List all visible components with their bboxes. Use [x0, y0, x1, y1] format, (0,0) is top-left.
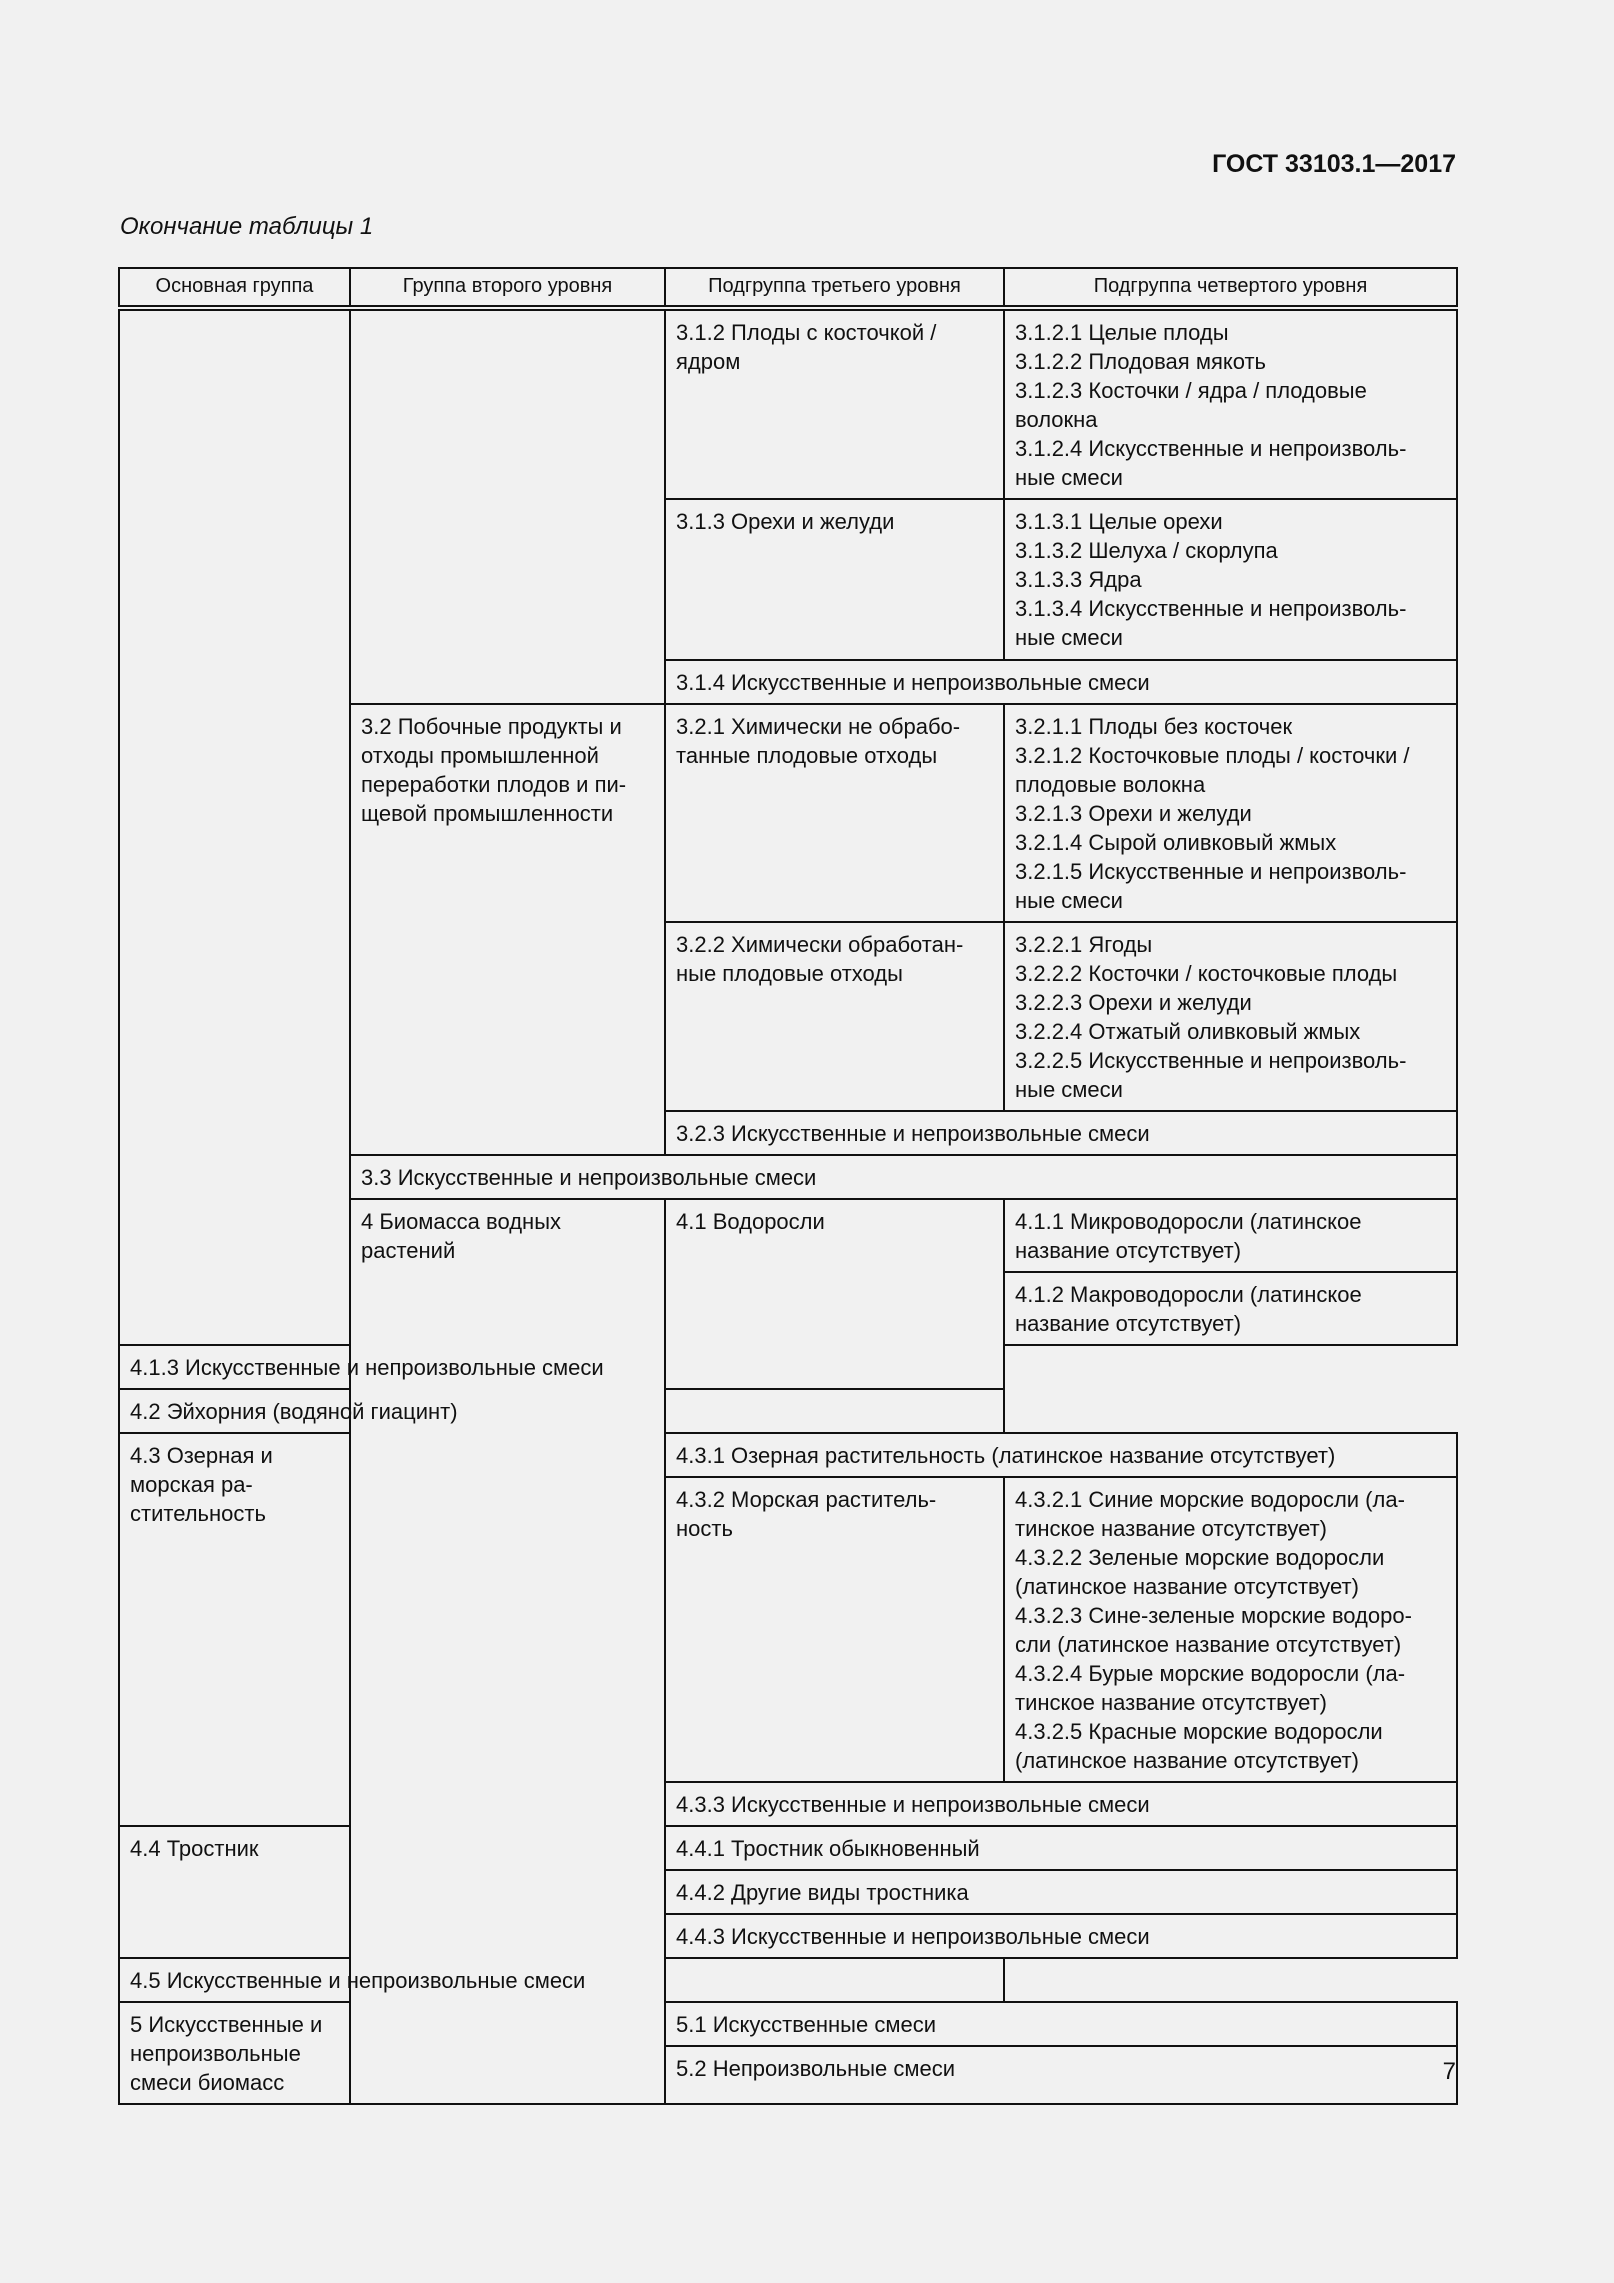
second-level-cell: 3.2 Побочные продукты и отходы промышленной переработки плодов и пи-щевой промышленности	[350, 704, 665, 1155]
table-row	[119, 2002, 1457, 2046]
list-item: 3.1.2.2 Плодовая мякоть	[1015, 349, 1267, 374]
main-group-cell: 4 Биомасса водных растений	[350, 1199, 665, 2104]
list-item: 3.1.2.1 Целые плоды	[1015, 320, 1229, 345]
second-level-cell: 4.5 Искусственные и непроизвольные смеси	[119, 1958, 1004, 2002]
table-row	[119, 1389, 1457, 1433]
fourth-level-cell	[1004, 1477, 1457, 1782]
main-group-cell: 5 Искусственные и непроизвольные смеси биомасс	[119, 2002, 350, 2104]
third-level-cell: 4.4.3 Искусственные и непроизвольные смеси	[665, 1914, 1457, 1958]
list-item: 3.2.1.2 Косточковые плоды / косточки / плодовые волокна	[1015, 743, 1410, 797]
third-level-cell: 3.2.1 Химически не обрабо-танные плодовые отходы	[665, 704, 1004, 922]
header-fourth-level: Подгруппа четвертого уровня	[1004, 268, 1457, 308]
list-item: 4.3.2.3 Сине-зеленые морские водоро-сли (латинское название отсутствует)	[1015, 1603, 1412, 1657]
second-level-cell-empty	[350, 308, 665, 704]
header-second-level: Группа второго уровня	[350, 268, 665, 308]
third-level-cell: 4.1.1 Микроводоросли (латинское название отсутствует)	[1004, 1199, 1457, 1272]
third-level-cell: 3.1.2 Плоды с косточкой / ядром	[665, 308, 1004, 499]
second-level-cell: 5.1 Искусственные смеси	[665, 2002, 1457, 2046]
fourth-level-cell	[1004, 499, 1457, 660]
table-row	[119, 1958, 1457, 2002]
classification-table	[118, 267, 1458, 2105]
second-level-cell: 4.3 Озерная и морская ра-стительность	[119, 1433, 350, 1826]
table-row	[119, 308, 1457, 499]
list-item: 3.1.3.3 Ядра	[1015, 567, 1142, 592]
list-item: 3.2.1.4 Сырой оливковый жмых	[1015, 830, 1337, 855]
third-level-cell: 4.3.1 Озерная растительность (латинское название отсутствует)	[665, 1433, 1457, 1477]
third-level-cell: 4.1.3 Искусственные и непроизвольные смеси	[119, 1345, 665, 1389]
third-level-cell: 4.4.1 Тростник обыкновенный	[665, 1826, 1457, 1870]
third-level-cell: 3.1.4 Искусственные и непроизвольные смеси	[665, 660, 1457, 704]
list-item: 3.1.2.3 Косточки / ядра / плодовые волокна	[1015, 378, 1367, 432]
header-main-group: Основная группа	[119, 268, 350, 308]
second-level-cell: 4.4 Тростник	[119, 1826, 350, 1958]
fourth-level-cell	[1004, 704, 1457, 922]
list-item: 3.1.3.1 Целые орехи	[1015, 509, 1223, 534]
list-item: 3.2.2.3 Орехи и желуди	[1015, 990, 1252, 1015]
table-header-row	[119, 268, 1457, 308]
list-item: 3.2.2.1 Ягоды	[1015, 932, 1153, 957]
third-level-cell: 4.4.2 Другие виды тростника	[665, 1870, 1457, 1914]
third-level-cell: 3.2.2 Химически обработан-ные плодовые отходы	[665, 922, 1004, 1111]
second-level-cell: 3.3 Искусственные и непроизвольные смеси	[350, 1155, 1457, 1199]
third-level-cell: 3.1.3 Орехи и желуди	[665, 499, 1004, 660]
second-level-cell: 5.2 Непроизвольные смеси	[665, 2046, 1457, 2104]
standard-number: ГОСТ 33103.1—2017	[1212, 150, 1456, 178]
list-item: 3.1.3.4 Искусственные и непроизволь-ные смеси	[1015, 596, 1407, 650]
fourth-level-cell	[1004, 308, 1457, 499]
third-level-cell: 4.3.3 Искусственные и непроизвольные смеси	[665, 1782, 1457, 1826]
third-level-cell: 4.3.2 Морская раститель-ность	[665, 1477, 1004, 1782]
fourth-level-cell	[1004, 922, 1457, 1111]
list-item: 4.3.2.4 Бурые морские водоросли (ла-тинское название отсутствует)	[1015, 1661, 1406, 1715]
list-item: 4.3.2.2 Зеленые морские водоросли (латинское название отсутствует)	[1015, 1545, 1385, 1599]
header-third-level: Подгруппа третьего уровня	[665, 268, 1004, 308]
table-row	[119, 1826, 1457, 1870]
list-item: 3.1.2.4 Искусственные и непроизволь-ные смеси	[1015, 436, 1407, 490]
list-item: 3.2.1.1 Плоды без косточек	[1015, 714, 1293, 739]
list-item: 3.2.2.2 Косточки / косточковые плоды	[1015, 961, 1398, 986]
third-level-cell: 3.2.3 Искусственные и непроизвольные смеси	[665, 1111, 1457, 1155]
page-number: 7	[1442, 2058, 1456, 2085]
list-item: 3.2.2.5 Искусственные и непроизволь-ные смеси	[1015, 1048, 1407, 1102]
second-level-cell: 4.1 Водоросли	[665, 1199, 1004, 1389]
list-item: 4.3.2.5 Красные морские водоросли (латинское название отсутствует)	[1015, 1719, 1383, 1773]
list-item: 3.2.1.3 Орехи и желуди	[1015, 801, 1252, 826]
list-item: 3.2.1.5 Искусственные и непроизволь-ные смеси	[1015, 859, 1407, 913]
main-group-cell-empty	[119, 308, 350, 1345]
table-caption: Окончание таблицы 1	[120, 213, 374, 240]
list-item: 3.2.2.4 Отжатый оливковый жмых	[1015, 1019, 1361, 1044]
list-item: 3.1.3.2 Шелуха / скорлупа	[1015, 538, 1278, 563]
table-row	[119, 1433, 1457, 1477]
list-item: 4.3.2.1 Синие морские водоросли (ла-тинское название отсутствует)	[1015, 1487, 1405, 1541]
third-level-cell: 4.1.2 Макроводоросли (латинское название отсутствует)	[1004, 1272, 1457, 1345]
second-level-cell: 4.2 Эйхорния (водяной гиацинт)	[119, 1389, 1004, 1433]
